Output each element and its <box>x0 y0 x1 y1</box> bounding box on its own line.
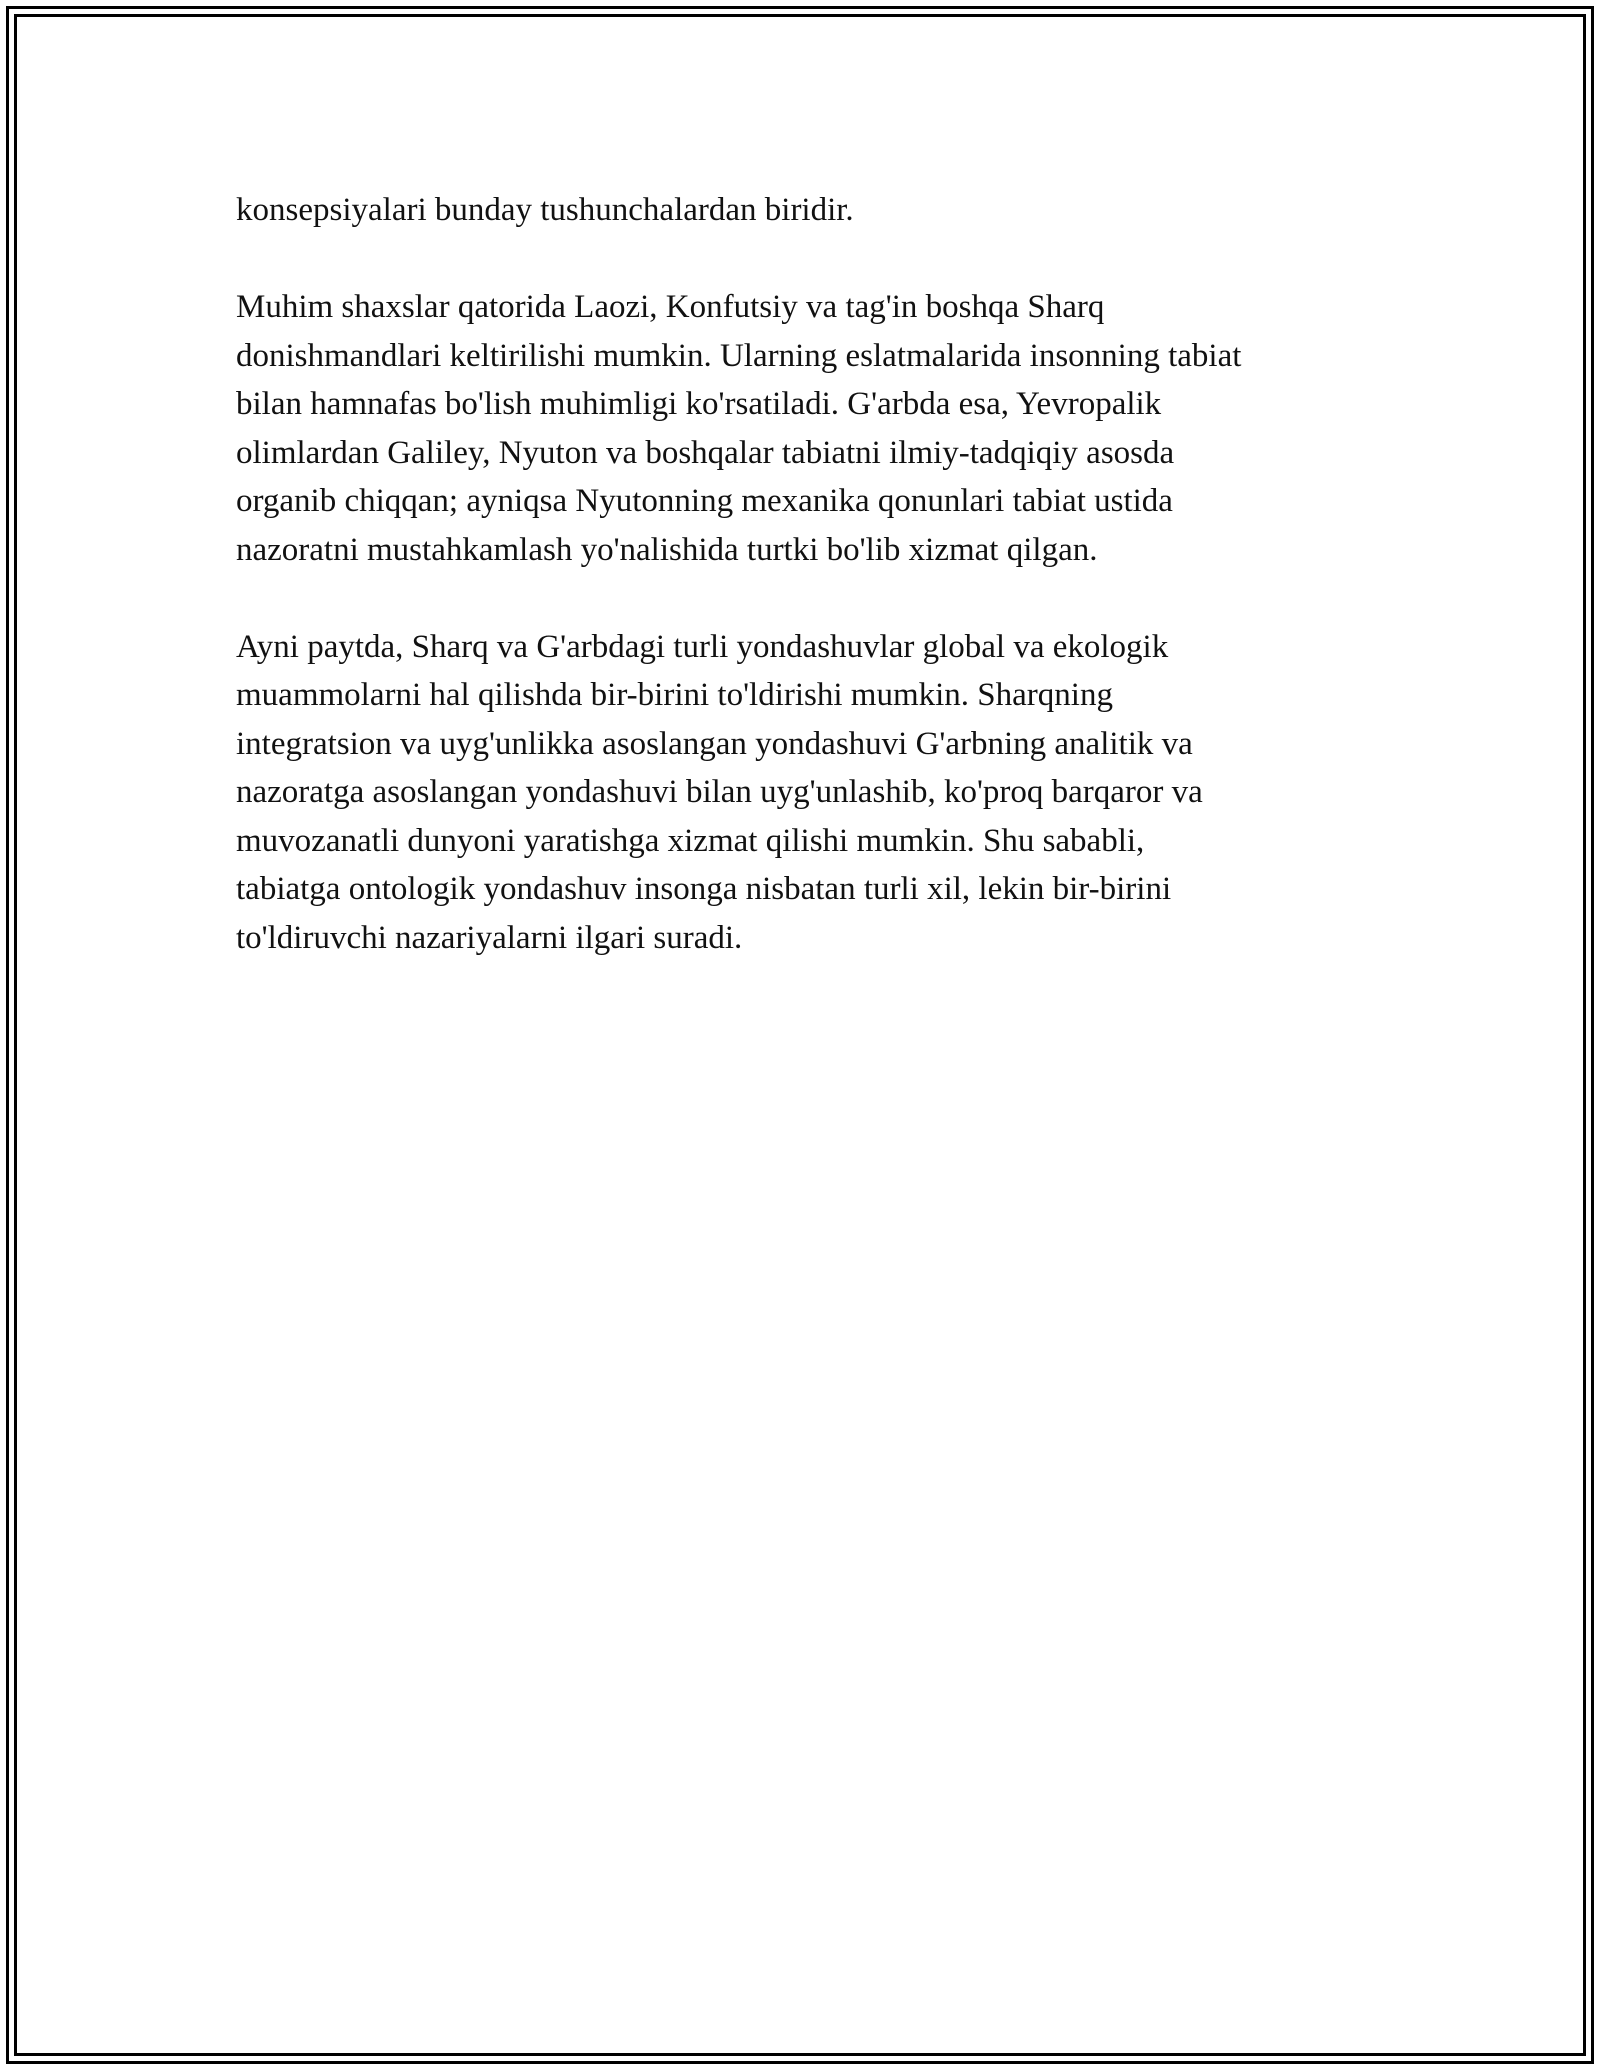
document-body <box>236 186 1376 962</box>
text-line: muvozanatli dunyoni yaratishga xizmat qilishi mumkin. Shu sababli, <box>236 822 1145 859</box>
text-line: muammolarni hal qilishda bir-birini to'ldirishi mumkin. Sharqning <box>236 677 1113 713</box>
text-line: to'ldiruvchi nazariyalarni ilgari suradi. <box>236 919 743 956</box>
text-line: nazoratni mustahkamlash yo'nalishida turtki bo'lib xizmat qilgan. <box>236 531 1098 568</box>
text-line: organib chiqqan; ayniqsa Nyutonning mexanika qonunlari tabiat ustida <box>236 483 1173 519</box>
text-line: Muhim shaxslar qatorida Laozi, Konfutsiy va tag'in boshqa Sharq <box>236 289 1105 325</box>
paragraph-3 <box>236 623 1376 963</box>
text-line: bilan hamnafas bo'lish muhimligi ko'rsatiladi. G'arbda esa, Yevropalik <box>236 386 1162 422</box>
text-line: tabiatga ontologik yondashuv insonga nisbatan turli xil, lekin bir-birini <box>236 871 1172 907</box>
text-line: nazoratga asoslangan yondashuvi bilan uyg'unlashib, ko'proq barqaror va <box>236 774 1203 810</box>
text-line: integratsion va uyg'unlikka asoslangan yondashuvi G'arbning analitik va <box>236 725 1193 762</box>
paragraph-2 <box>236 283 1376 574</box>
text-line: Ayni paytda, Sharq va G'arbdagi turli yondashuvlar global va ekologik <box>236 628 1169 665</box>
text-line: konsepsiyalari bunday tushunchalardan biridir. <box>236 192 854 228</box>
paragraph-1 <box>236 186 1376 235</box>
text-line: donishmandlari keltirilishi mumkin. Ularning eslatmalarida insonning tabiat <box>236 337 1242 374</box>
text-line: olimlardan Galiley, Nyuton va boshqalar tabiatni ilmiy-tadqiqiy asosda <box>236 434 1175 471</box>
